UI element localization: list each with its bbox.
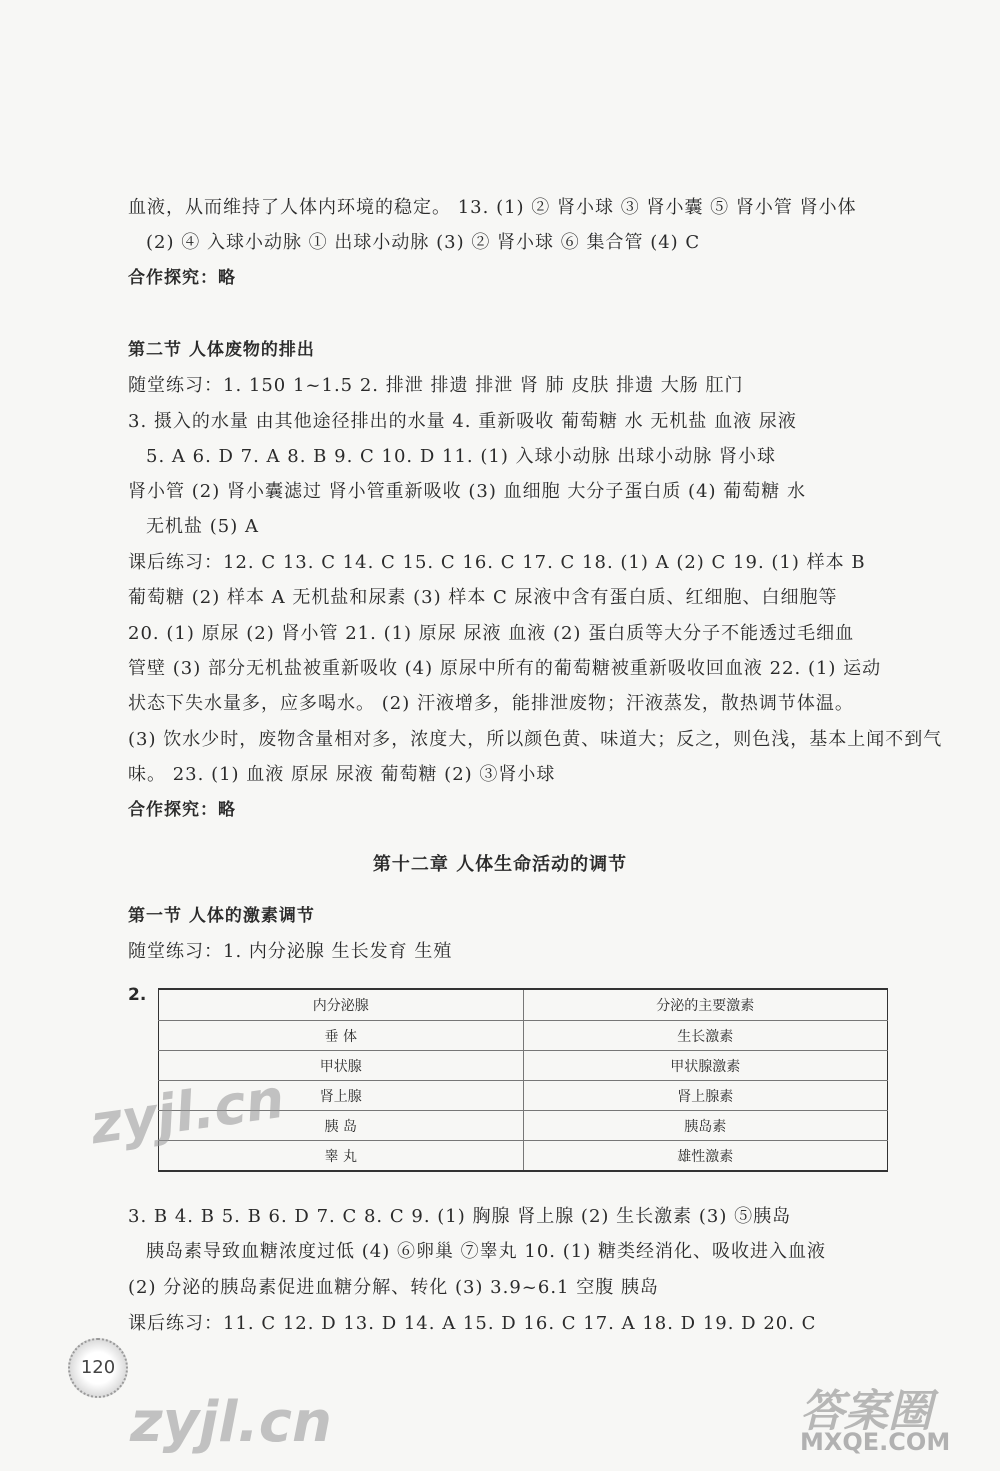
- text-line: 课后练习：12. C 13. C 14. C 15. C 16. C 17. C 18. (1) A (2) C 19. (1) 样本 B: [128, 552, 866, 573]
- text-line: (3) 饮水少时，废物含量相对多，浓度大，所以颜色黄、味道大；反之，则色浅，基本上闻不到气: [128, 729, 943, 750]
- text-line: 20. (1) 原尿 (2) 肾小管 21. (1) 原尿 尿液 血液 (2) 蛋白质等大分子不能透过毛细血: [128, 623, 855, 644]
- text-line: 无机盐 (5) A: [146, 516, 259, 537]
- text-line: (2) 分泌的胰岛素促进血糖分解、转化 (3) 3.9~6.1 空腹 胰岛: [128, 1277, 659, 1298]
- table-row: [159, 1021, 888, 1051]
- watermark: MXQE.COM: [800, 1428, 951, 1456]
- table-cell: 生长激素: [523, 1021, 888, 1051]
- table-header: 内分泌腺: [159, 989, 524, 1021]
- explore-label: 合作探究：略: [128, 268, 236, 288]
- text-line: 课后练习：11. C 12. D 13. D 14. A 15. D 16. C 17. A 18. D 19. D 20. C: [128, 1313, 817, 1334]
- table-cell: 肾上腺素: [523, 1081, 888, 1111]
- text-line: 管壁 (3) 部分无机盐被重新吸收 (4) 原尿中所有的葡萄糖被重新吸收回血液 22. (1) 运动: [128, 658, 882, 679]
- text-line: 血液，从而维持了人体内环境的稳定。 13. (1) ② 肾小球 ③ 肾小囊 ⑤ 肾小管 肾小体: [128, 197, 857, 218]
- table-header-row: [159, 989, 888, 1021]
- text-line: 状态下失水量多，应多喝水。 (2) 汗液增多，能排泄废物；汗液蒸发，散热调节体温。: [128, 693, 854, 714]
- explore-label: 合作探究：略: [128, 800, 236, 820]
- table-cell: 肾上腺: [159, 1081, 524, 1111]
- text-line: 5. A 6. D 7. A 8. B 9. C 10. D 11. (1) 入球小动脉 出球小动脉 肾小球: [146, 446, 777, 467]
- watermark: zyjl.cn: [86, 1066, 289, 1157]
- section-title: 第二节 人体废物的排出: [128, 340, 315, 360]
- chapter-title: 第十二章 人体生命活动的调节: [372, 854, 628, 875]
- text-line: 肾小管 (2) 肾小囊滤过 肾小管重新吸收 (3) 血细胞 大分子蛋白质 (4) 葡萄糖 水: [128, 481, 806, 502]
- table-header: 分泌的主要激素: [523, 989, 888, 1021]
- text-line: 胰岛素导致血糖浓度过低 (4) ⑥卵巢 ⑦睾丸 10. (1) 糖类经消化、吸收进入血液: [146, 1241, 826, 1262]
- text-line: 随堂练习：1. 内分泌腺 生长发育 生殖: [128, 941, 453, 962]
- text-line: 葡萄糖 (2) 样本 A 无机盐和尿素 (3) 样本 C 尿液中含有蛋白质、红细胞、白细胞等: [128, 587, 838, 608]
- text-line: 味。 23. (1) 血液 原尿 尿液 葡萄糖 (2) ③肾小球: [128, 764, 556, 785]
- text-line: 3. B 4. B 5. B 6. D 7. C 8. C 9. (1) 胸腺 肾上腺 (2) 生长激素 (3) ⑤胰岛: [128, 1206, 792, 1227]
- table-cell: 胰 岛: [159, 1111, 524, 1141]
- table-cell: 甲状腺激素: [523, 1051, 888, 1081]
- text-line: (2) ④ 入球小动脉 ① 出球小动脉 (3) ② 肾小球 ⑥ 集合管 (4) C: [146, 232, 701, 253]
- table-cell: 甲状腺: [159, 1051, 524, 1081]
- question-number: 2.: [128, 985, 147, 1005]
- table-row: [159, 1141, 888, 1172]
- watermark: 答案圈: [800, 1386, 932, 1437]
- page-number: 120: [68, 1338, 128, 1398]
- table-cell: 雄性激素: [523, 1141, 888, 1172]
- text-line: 随堂练习：1. 150 1~1.5 2. 排泄 排遗 排泄 肾 肺 皮肤 排遗 大肠 肛门: [128, 375, 744, 396]
- table-cell: 垂 体: [159, 1021, 524, 1051]
- watermark: zyjl.cn: [130, 1390, 332, 1455]
- section-title: 第一节 人体的激素调节: [128, 906, 315, 926]
- table-cell: 睾 丸: [159, 1141, 524, 1172]
- table-cell: 胰岛素: [523, 1111, 888, 1141]
- text-line: 3. 摄入的水量 由其他途径排出的水量 4. 重新吸收 葡萄糖 水 无机盐 血液 尿液: [128, 411, 797, 432]
